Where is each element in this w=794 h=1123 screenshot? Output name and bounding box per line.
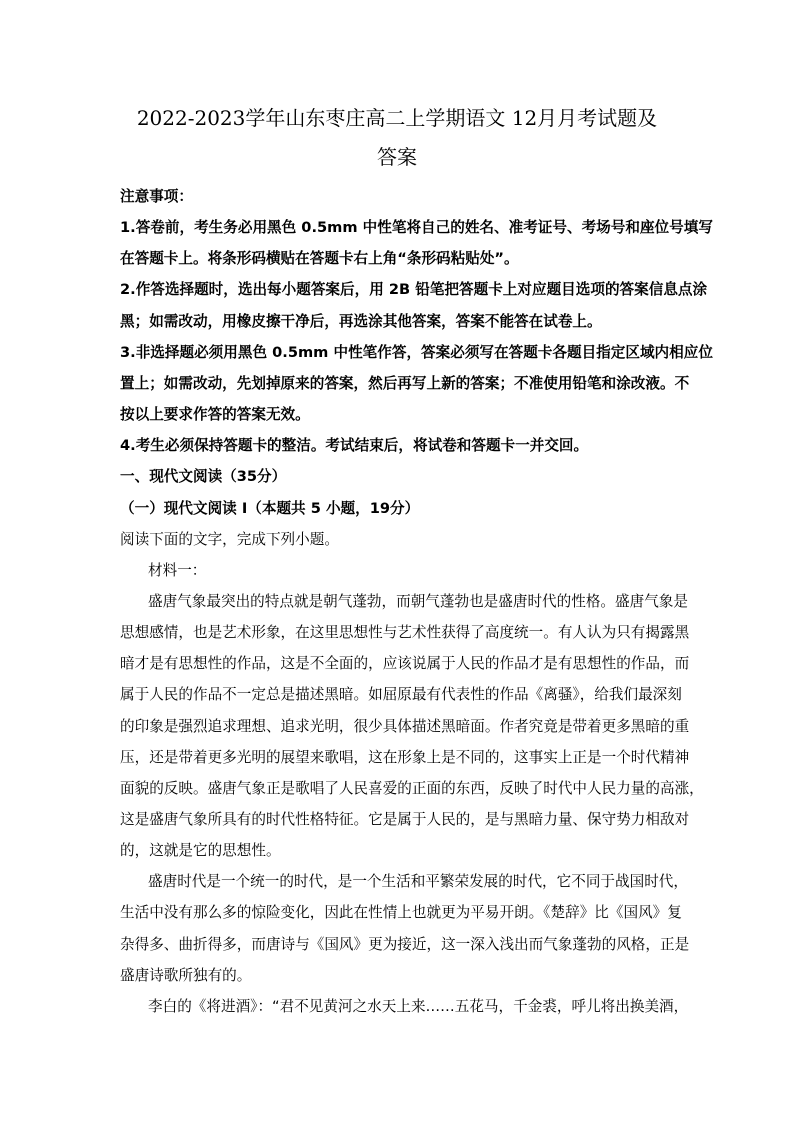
text-line: 的，这就是它的思想性。	[120, 842, 281, 860]
text-line: 面貌的反映。盛唐气象正是歌唱了人民喜爱的正面的东西，反映了时代中人民力量的高涨，	[120, 779, 704, 797]
text-line: 材料一：	[148, 561, 207, 579]
document-title-line-2: 答案	[377, 145, 417, 169]
text-line: 阅读下面的文字，完成下列小题。	[120, 530, 339, 548]
instruction-line: 注意事项：	[120, 188, 193, 205]
instruction-line: 在答题卡上。将条形码横贴在答题卡右上角“条形码粘贴处”。	[120, 250, 519, 268]
text-line: 生活中没有那么多的惊险变化，因此在性情上也就更为平易开朗。《楚辞》比《国风》复	[120, 904, 682, 922]
instruction-line: 4.考生必须保持答题卡的整洁。考试结束后，将试卷和答题卡一并交回。	[120, 437, 589, 455]
text-line: 杂得多、曲折得多，而唐诗与《国风》更为接近，这一深入浅出而气象蓬勃的风格，正是	[120, 935, 690, 953]
instruction-line: 3.非选择题必须用黑色 0.5mm 中性笔作答，答案必须写在答题卡各题目指定区域内相应位	[120, 343, 713, 361]
instruction-line: 黑；如需改动，用橡皮擦干净后，再选涂其他答案，答案不能答在试卷上。	[120, 312, 602, 330]
instruction-line: （一）现代文阅读 I（本题共 5 小题，19分）	[120, 499, 420, 517]
text-line: 压，还是带着更多光明的展望来歌唱，这在形象上是不同的，这事实上正是一个时代精神	[120, 748, 690, 766]
text-line: 暗才是有思想性的作品，这是不全面的，应该说属于人民的作品才是有思想性的作品，而	[120, 655, 690, 673]
text-line: 思想感情，也是艺术形象，在这里思想性与艺术性获得了高度统一。有人认为只有揭露黑	[120, 624, 690, 642]
text-line: 属于人民的作品不一定总是描述黑暗。如屈原最有代表性的作品《离骚》，给我们最深刻	[120, 686, 682, 704]
instruction-line: 2.作答选择题时，选出每小题答案后，用 2B 铅笔把答题卡上对应题目选项的答案信息点涂	[120, 281, 708, 299]
text-line: 的印象是强烈追求理想、追求光明，很少具体描述黑暗面。作者究竟是带着更多黑暗的重	[120, 717, 690, 735]
instruction-line: 置上；如需改动，先划掉原来的答案，然后再写上新的答案；不准使用铅笔和涂改液。不	[120, 374, 690, 392]
instruction-line: 1.答卷前，考生务必用黑色 0.5mm 中性笔将自己的姓名、准考证号、考场号和座位号填写	[120, 219, 713, 237]
text-line: 盛唐时代是一个统一的时代，是一个生活和平繁荣发展的时代，它不同于战国时代，	[148, 873, 688, 891]
text-line: 这是盛唐气象所具有的时代性格特征。它是属于人民的，是与黑暗力量、保守势力相敌对	[120, 811, 690, 828]
instruction-line: 一、现代文阅读（35分）	[120, 468, 287, 486]
document-title-line-1: 2022-2023学年山东枣庄高二上学期语文 12月月考试题及	[136, 106, 658, 130]
instruction-line: 按以上要求作答的答案无效。	[120, 406, 310, 424]
text-line: 李白的《将进酒》：“君不见黄河之水天上来……五花马，千金裘，呼儿将出换美酒，	[148, 997, 689, 1015]
text-line: 盛唐诗歌所独有的。	[120, 966, 252, 984]
text-line: 盛唐气象最突出的特点就是朝气蓬勃，而朝气蓬勃也是盛唐时代的性格。盛唐气象是	[148, 592, 688, 610]
